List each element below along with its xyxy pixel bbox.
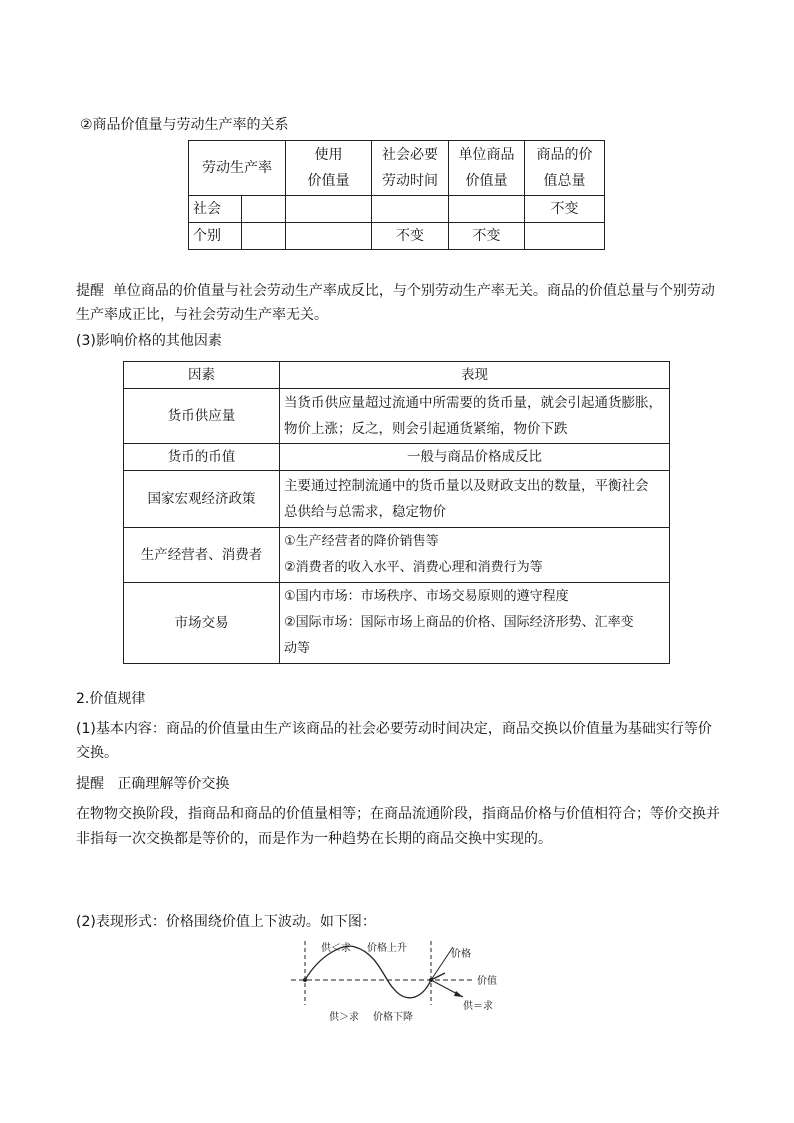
tip-heading [76,773,229,795]
row-label-social: 社会 [189,196,242,223]
table-row [189,196,605,223]
factor-cell: 国家宏观经济政策 [124,471,280,528]
table-cell [242,196,286,223]
table-row [124,389,670,444]
section-heading: ②商品价值量与劳动生产率的关系 [80,117,289,133]
tip-text: 非指每一次交换都是等价的，而是作为一种趋势在长期的商品交换中实现的。 [76,831,552,847]
section-heading: (3)影响价格的其他因素 [76,333,222,349]
table-row [124,528,670,583]
table-cell [286,223,372,250]
header-total-value: 商品的价 值总量 [525,141,605,196]
label-supply-lt-demand: 供＜求 [321,943,351,954]
header-social-labor-time: 社会必要 劳动时间 [372,141,449,196]
productivity-table [188,140,605,250]
label-supply-eq-demand: 供＝求 [463,1001,493,1012]
factor-cell: 货币的币值 [124,444,280,471]
basic-content-line: (1)基本内容：商品的价值量由生产该商品的社会必要劳动时间决定，商品交换以价值量为基础实行等价 [76,721,712,737]
table-row [124,444,670,471]
table-cell [242,223,286,250]
factor-cell: 市场交易 [124,583,280,664]
factor-cell: 生产经营者、消费者 [124,528,280,583]
arrow-head-icon [454,991,463,997]
tip-text: 在物物交换阶段，指商品和商品的价值量相等；在商品流通阶段，指商品价格与价值相符合；等价交换并 [76,806,720,822]
label-supply-gt-demand: 供＞求 [329,1012,359,1023]
tip-text-2: 生产率成正比，与社会劳动生产率无关。 [76,307,328,323]
table-cell [286,196,372,223]
header-labor-productivity: 劳动生产率 [189,141,286,196]
price-value-diagram [285,933,515,1033]
row-label-individual: 个别 [189,223,242,250]
tip-label: 提醒 [76,283,104,299]
table-cell [525,223,605,250]
table-cell: 不变 [449,223,525,250]
form-line: (2)表现形式：价格围绕价值上下波动。如下图： [76,914,376,930]
table-cell: 不变 [525,196,605,223]
table-cell [372,196,449,223]
performance-cell: 当货币供应量超过流通中所需要的货币量，就会引起通货膨胀， 物价上涨；反之，则会引起通货紧缩，物价下跌 [280,389,670,444]
tip-paragraph [76,280,715,302]
table-cell [449,196,525,223]
tip-title: 正确理解等价交换 [117,776,230,792]
section-heading: 2.价值规律 [76,691,146,707]
header-performance: 表现 [280,362,670,389]
basic-content-line: 交换。 [76,745,118,761]
performance-cell: ①生产经营者的降价销售等 ②消费者的收入水平、消费心理和消费行为等 [280,528,670,583]
table-cell: 不变 [372,223,449,250]
performance-cell: ①国内市场：市场秩序、市场交易原则的遵守程度 ②国际市场：国际市场上商品的价格、国际经济形势、汇率变 动等 [280,583,670,664]
header-use-value: 使用 价值量 [286,141,372,196]
factor-cell: 货币供应量 [124,389,280,444]
label-price-fall: 价格下降 [373,1012,413,1023]
label-price-rise: 价格上升 [367,943,407,954]
label-price: 价格 [451,949,471,960]
header-unit-value: 单位商品 价值量 [449,141,525,196]
table-row [124,471,670,528]
table-row [124,583,670,664]
performance-cell: 一般与商品价格成反比 [280,444,670,471]
table-row [189,223,605,250]
intersection-dot [303,978,307,982]
performance-cell: 主要通过控制流通中的货币量以及财政支出的数量，平衡社会 总供给与总需求，稳定物价 [280,471,670,528]
intersection-dot [429,978,433,982]
header-factor: 因素 [124,362,280,389]
label-value: 价值 [477,976,497,987]
price-factors-table [123,361,670,664]
tip-text: 单位商品的价值量与社会劳动生产率成反比，与个别劳动生产率无关。商品的价值总量与个别劳动 [112,283,715,299]
tip-label: 提醒 [76,776,104,792]
